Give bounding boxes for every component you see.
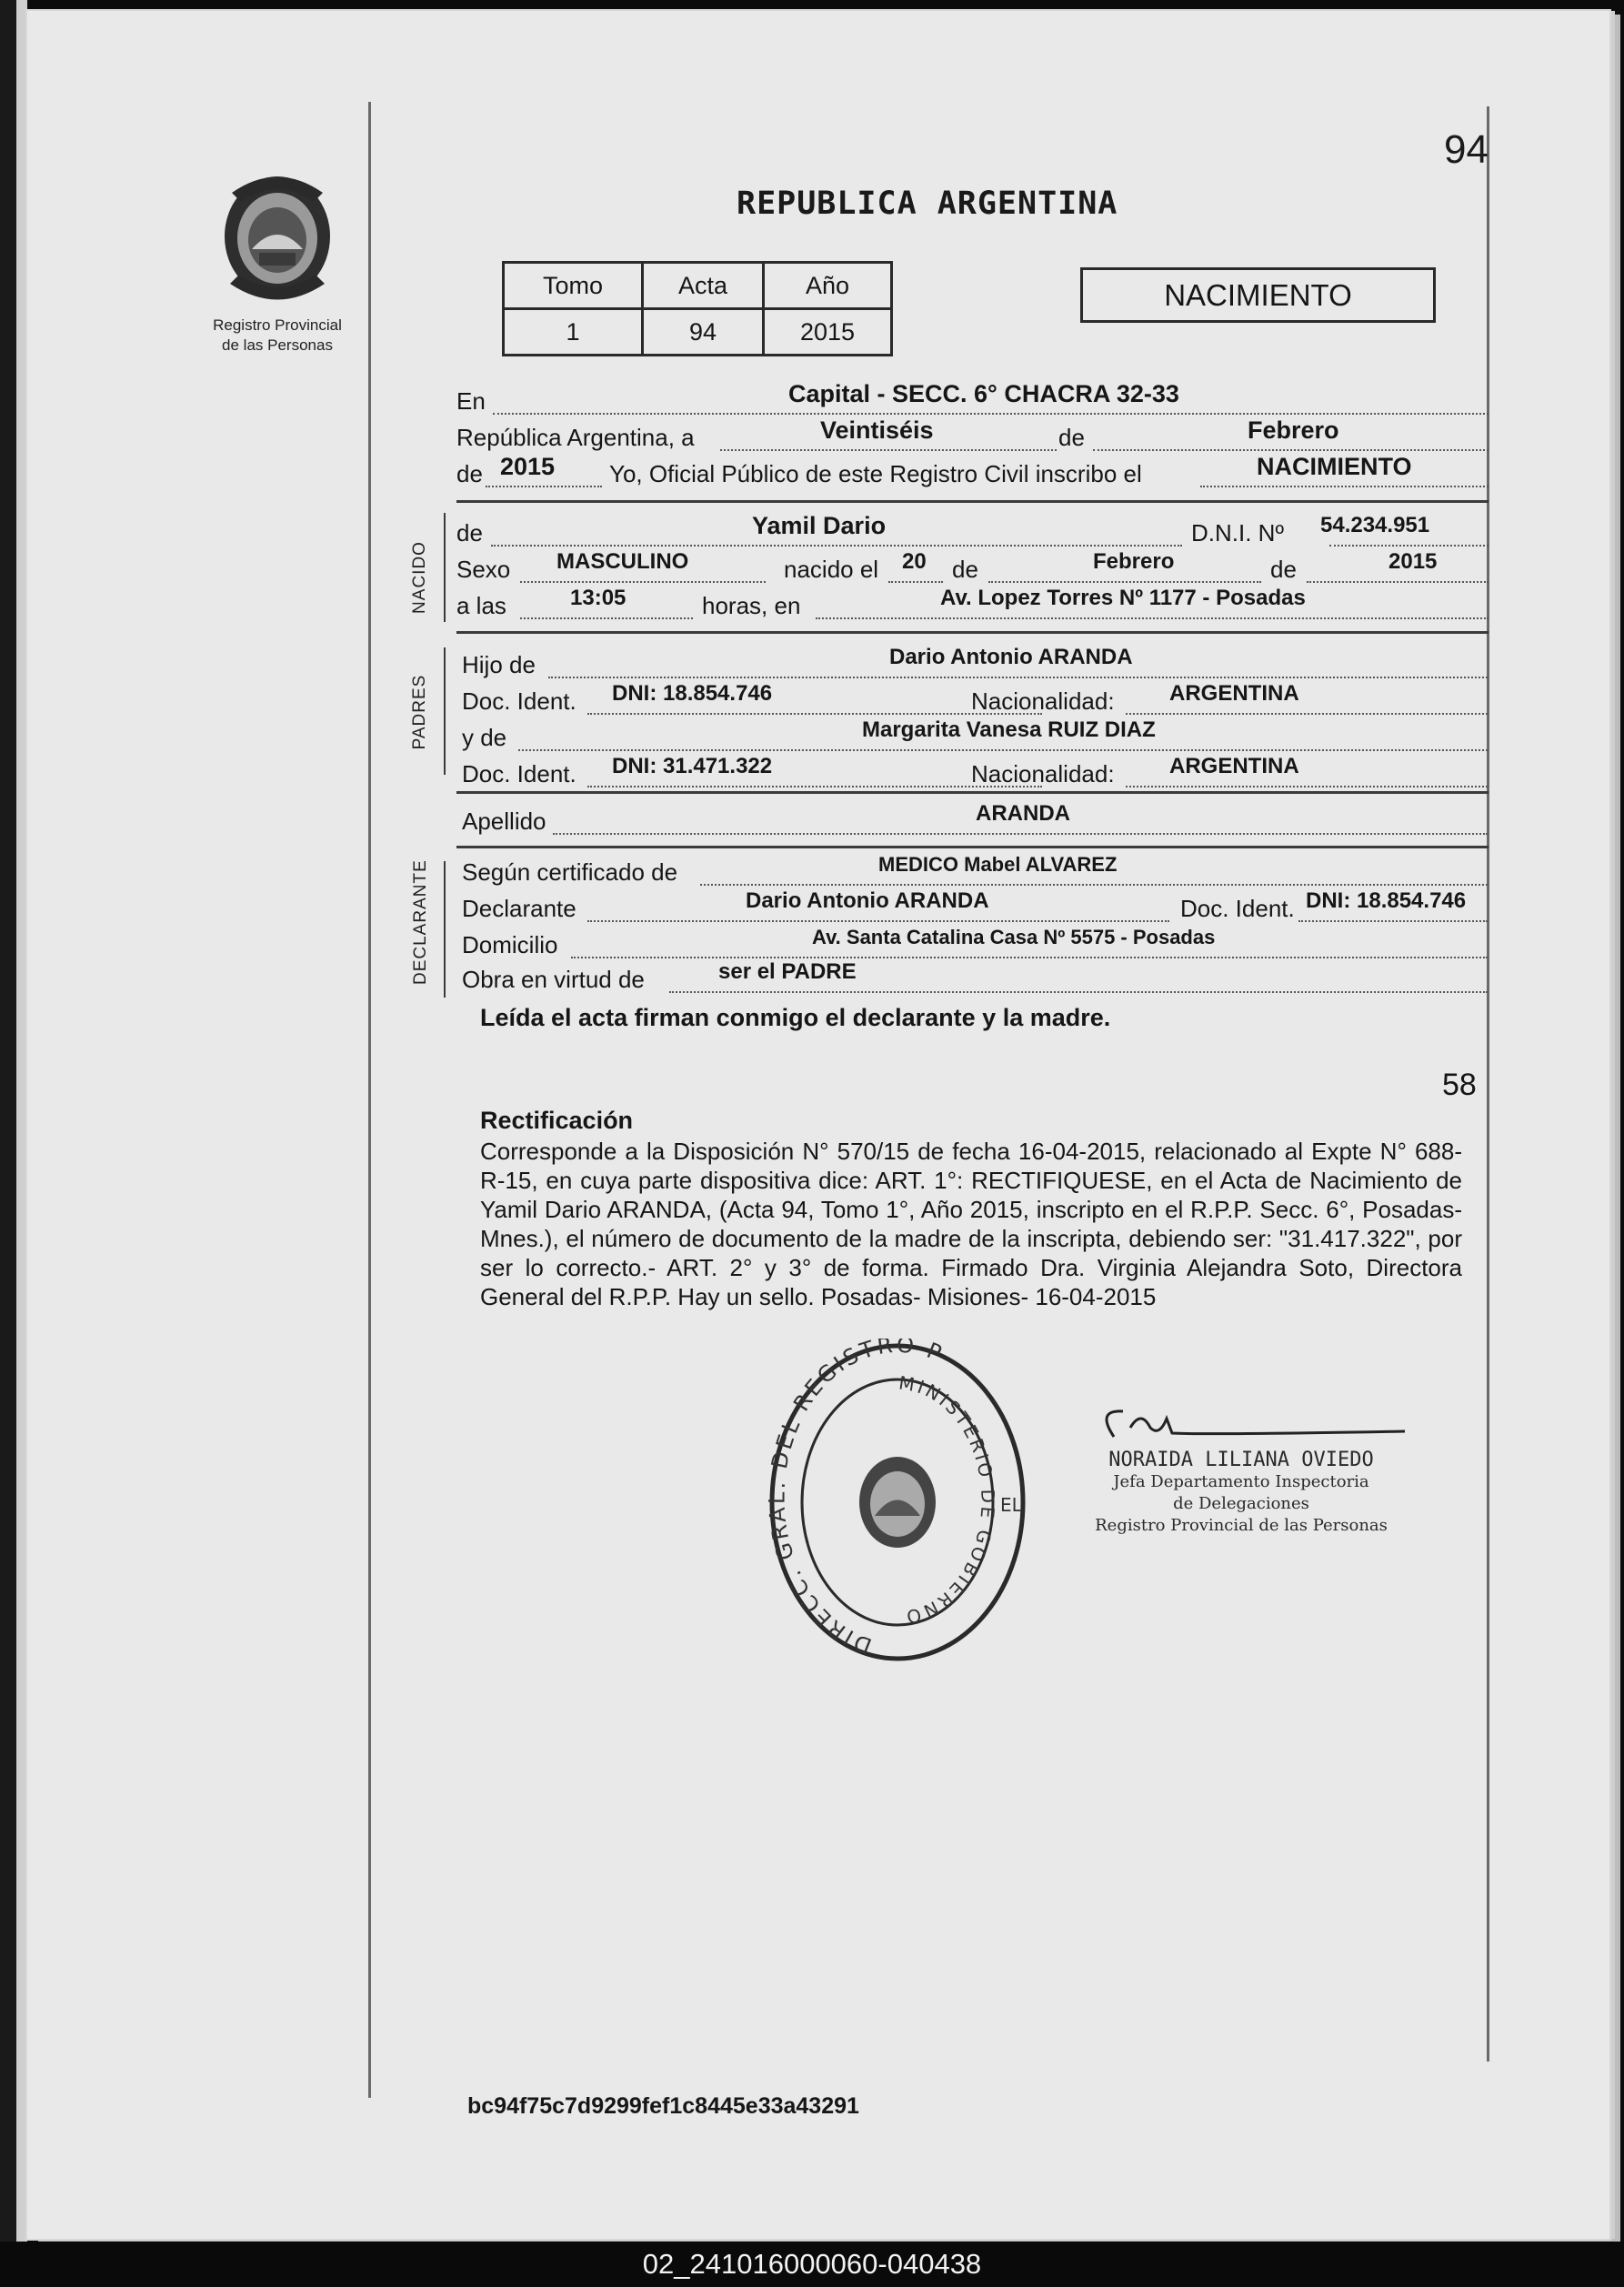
stamp-center-emblem-icon (859, 1457, 936, 1548)
section-label-declarante: DECLARANTE (411, 859, 430, 985)
scan-filename-bar: 02_241016000060-040438 (0, 2242, 1624, 2287)
birth-year-value: 2015 (1388, 549, 1438, 574)
year-value: 2015 (500, 453, 556, 480)
en-label: En (456, 387, 486, 415)
record-type-box: NACIMIENTO (1080, 267, 1436, 323)
row-apellido (462, 801, 1488, 838)
registry-name-line2: de las Personas (222, 336, 333, 354)
a-las-label: a las (456, 592, 506, 619)
left-margin-line (368, 102, 371, 2098)
time-value: 13:05 (570, 586, 627, 610)
name-value: Yamil Dario (752, 512, 887, 539)
yde-label: y de (462, 724, 507, 751)
stamp-outer-text: DIRECC. GRAL. DEL REGISTRO P (766, 1339, 948, 1660)
registry-name-line1: Registro Provincial (213, 316, 342, 334)
register-header-tomo: Tomo (504, 263, 643, 309)
rectificacion-body: Corresponde a la Disposición N° 570/15 de fecha 16-04-2015, relacionado al Expte N° 688-R-15, en cuya parte dispositiva dice: ART. 1°: RECTIFIQUESE, en el Acta de Nacimiento de Yamil Dario ARANDA, (Acta 94, Tomo 1°, Año 2015, inscripto en el R.P.P. Secc. 6°, Posadas-Mnes.), el número de documento de la madre de la inscripta, debiendo ser: "31.417.322", por ser lo correcto.- ART. 2° y 3° de forma. Firmado Dra. Virginia Alejandra Soto, Directora General del R.P.P. Hay un sello. Posadas- Misiones- 16-04-2015 (480, 1138, 1462, 1310)
page-title: REPUBLICA ARGENTINA (737, 186, 1118, 222)
father-nat-value: ARGENTINA (1169, 681, 1299, 706)
register-header-acta: Acta (643, 263, 764, 309)
row-year (456, 453, 1489, 491)
birth-month-value: Febrero (1093, 549, 1175, 574)
document-hash: bc94f75c7d9299fef1c8445e33a43291 (467, 2093, 859, 2119)
page-number-secondary: 58 (1442, 1068, 1477, 1102)
horas-label: horas, en (702, 592, 801, 619)
signer-title: Jefa Departamento Inspectoria (1113, 1472, 1369, 1491)
birth-de-label-2: de (1270, 556, 1297, 583)
obra-label: Obra en virtud de (462, 966, 645, 993)
section-label-padres: PADRES (410, 674, 429, 750)
mother-nat-label: Nacionalidad: (971, 760, 1115, 787)
oficial-text: Yo, Oficial Público de este Registro Civil inscribo el (609, 460, 1142, 487)
mother-name-value: Margarita Vanesa RUIZ DIAZ (862, 717, 1156, 742)
dni-value: 54.234.951 (1320, 513, 1430, 537)
register-header-ano: Año (764, 263, 892, 309)
province-seal (200, 166, 355, 356)
signature-block (1037, 1400, 1446, 1537)
signer-name: NORAIDA LILIANA OVIEDO (1108, 1449, 1374, 1471)
register-value-ano: 2015 (764, 309, 892, 356)
sexo-value: MASCULINO (556, 549, 689, 574)
father-doc-label: Doc. Ident. (462, 687, 576, 715)
nombre-de-label: de (456, 519, 483, 547)
handwritten-signature-icon (1059, 1400, 1423, 1444)
section-label-nacido: NACIDO (410, 541, 429, 614)
father-doc-value: DNI: 18.854.746 (612, 681, 773, 706)
misiones-seal-icon (214, 166, 341, 311)
page-number: 94 (1444, 127, 1489, 172)
row-mother-doc (462, 754, 1488, 791)
decl-label: Declarante (462, 895, 576, 922)
mother-nat-value: ARGENTINA (1169, 754, 1299, 778)
hijo-label: Hijo de (462, 651, 536, 678)
rectificacion-title: Rectificación (480, 1107, 634, 1134)
rep-label: República Argentina, a (456, 424, 695, 451)
decl-doc-label: Doc. Ident. (1180, 895, 1295, 922)
apellido-label: Apellido (462, 807, 546, 835)
row-hora (456, 588, 1489, 623)
register-value-acta: 94 (643, 309, 764, 356)
scan-left-edge (0, 0, 27, 2242)
register-value-tomo: 1 (504, 309, 643, 356)
decl-doc-value: DNI: 18.854.746 (1306, 888, 1467, 913)
stamp-inner-text: MINISTERIO DE GOBIERNO (897, 1371, 999, 1629)
dom-value: Av. Santa Catalina Casa Nº 5575 - Posadas (812, 926, 1216, 948)
father-name-value: Dario Antonio ARANDA (889, 645, 1133, 669)
mother-doc-label: Doc. Ident. (462, 760, 576, 787)
cert-value: MEDICO Mabel ALVAREZ (878, 853, 1118, 876)
father-nat-label: Nacionalidad: (971, 687, 1115, 715)
decl-value: Dario Antonio ARANDA (746, 888, 989, 913)
official-stamp (766, 1339, 1029, 1666)
obra-value: ser el PADRE (718, 959, 857, 984)
year-label: de (456, 460, 483, 487)
signer-org: Registro Provincial de las Personas (1095, 1516, 1388, 1535)
apellido-value: ARANDA (976, 801, 1070, 826)
birth-de-label: de (952, 556, 978, 583)
dom-label: Domicilio (462, 931, 558, 958)
row-obra (462, 959, 1488, 997)
document-page (27, 11, 1609, 2239)
month-value: Febrero (1248, 416, 1339, 444)
birth-day-value: 20 (902, 549, 927, 574)
de-label: de (1058, 424, 1085, 451)
row-domicilio (462, 928, 1488, 962)
en-value: Capital - SECC. 6° CHACRA 32-33 (788, 380, 1179, 407)
day-value: Veintiséis (820, 416, 934, 444)
closing-statement: Leída el acta firman conmigo el declarante y la madre. (480, 1004, 1111, 1031)
sexo-label: Sexo (456, 556, 511, 583)
mother-doc-value: DNI: 31.471.322 (612, 754, 773, 778)
cert-label: Según certificado de (462, 858, 678, 886)
register-table (502, 261, 893, 356)
signer-dept: de Delegaciones (1173, 1494, 1309, 1513)
place-value: Av. Lopez Torres Nº 1177 - Posadas (940, 586, 1306, 610)
stamp-side-text: EL (1000, 1494, 1022, 1516)
inscribo-value: NACIMIENTO (1257, 453, 1412, 480)
nacido-el-label: nacido el (784, 556, 879, 583)
dni-label: D.N.I. Nº (1191, 519, 1284, 547)
